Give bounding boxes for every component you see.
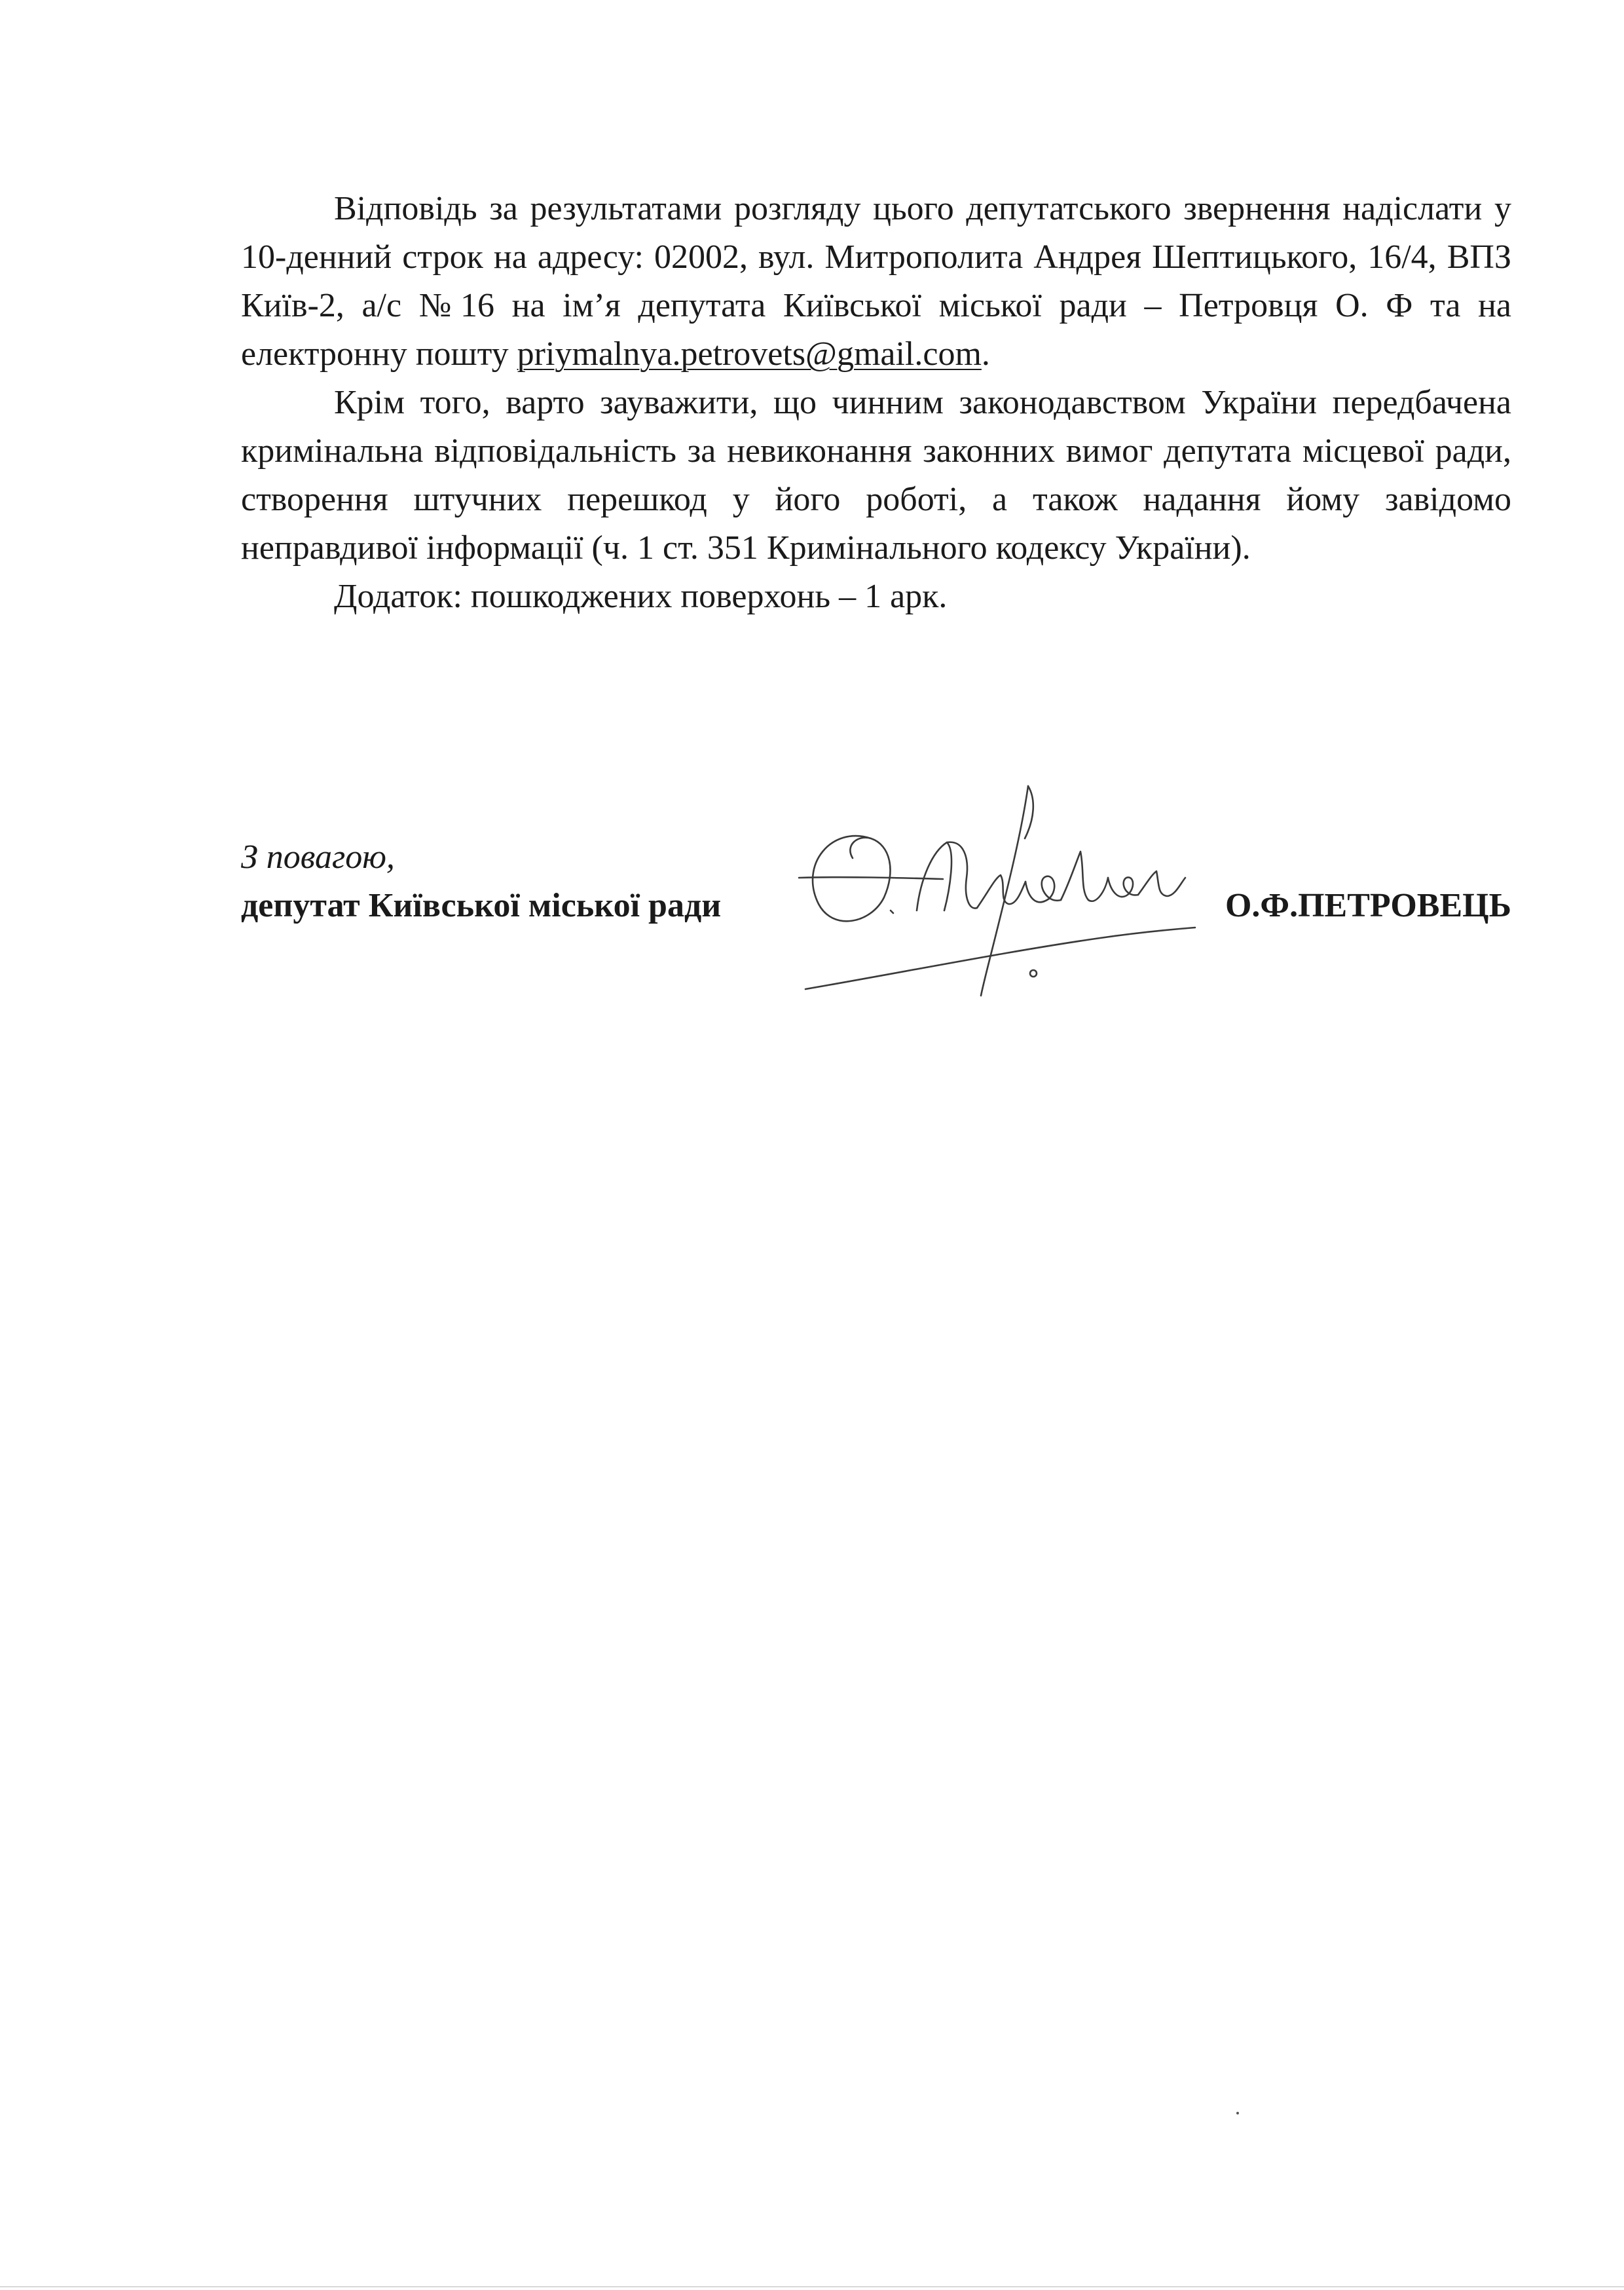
letter-body	[241, 185, 1511, 621]
signer-position: депутат Київської міської ради	[241, 887, 722, 924]
paragraph-response-text: Відповідь за результатами розгляду цього депутатського звернення надіслати у 10-денний строк на адресу: 02002, вул. Митрополита Андрея Шептицького, 16/4, ВПЗ Київ-2, а/с №16 на ім’я депутата Київської міської ради – Петровця О. Ф та на електронну пошту	[241, 190, 1511, 373]
attachment-line: Додаток: пошкоджених поверхонь – 1 арк.	[334, 578, 948, 615]
handwritten-signature-icon	[792, 779, 1198, 1002]
scan-edge-line	[0, 2286, 1624, 2287]
paragraph-legal-notice: Крім того, варто зауважити, що чинним законодавством України передбачена кримінальна відповідальність за невиконання законних вимог депутата місцевої ради, створення штучних перешкод у його роботі, а також надання йому завідомо неправдивої інформації (ч. 1 ст. 351 Кримінального кодексу України).	[241, 384, 1511, 567]
email-link[interactable]: priymalnya.petrovets@gmail.com	[517, 335, 982, 373]
signer-name: О.Ф.ПЕТРОВЕЦЬ	[1225, 887, 1511, 924]
paragraph-response-request	[241, 185, 1511, 379]
closing-greeting: З повагою,	[241, 838, 395, 876]
closing-block	[241, 833, 721, 930]
scan-artifact-dot	[1236, 2112, 1239, 2114]
paragraph-response-end: .	[981, 335, 990, 373]
